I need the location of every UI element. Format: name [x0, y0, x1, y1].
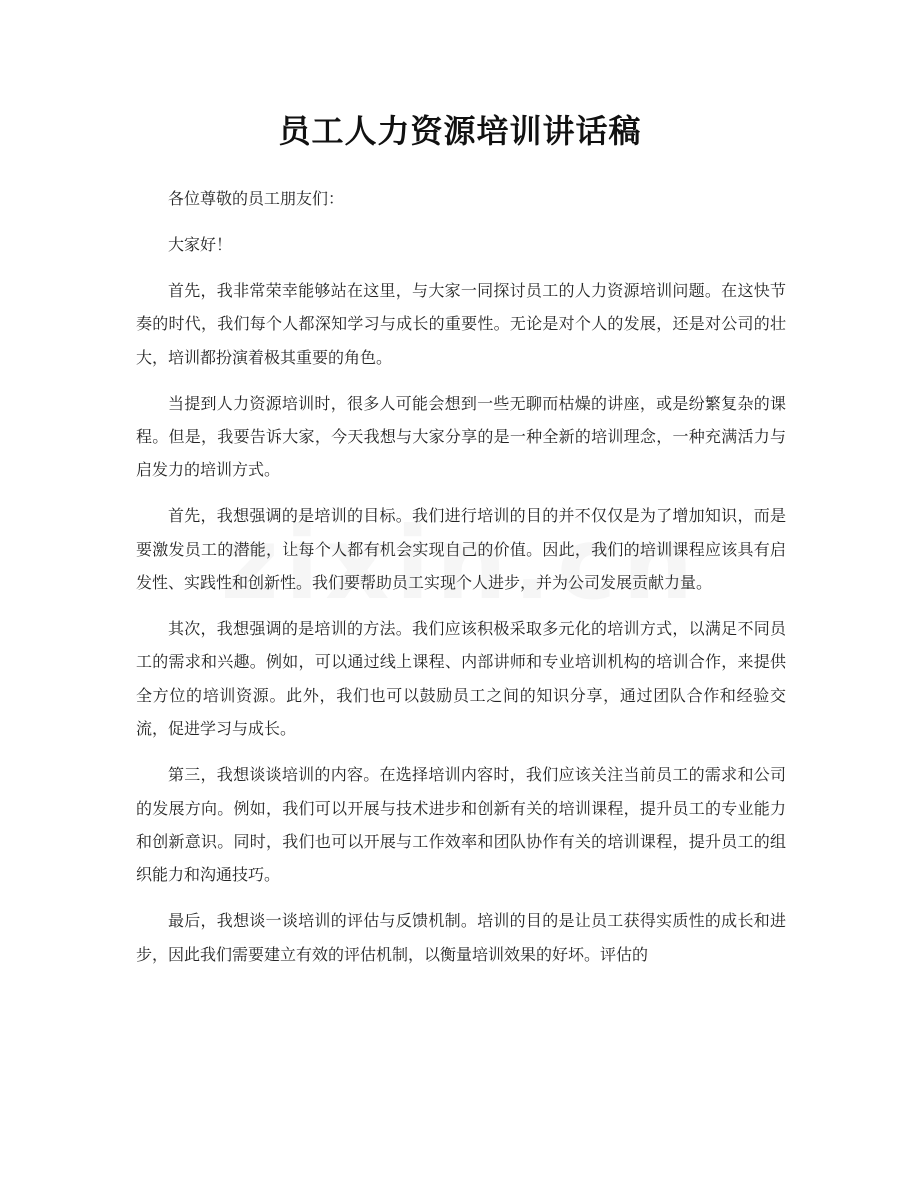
salutation-paragraph: 各位尊敬的员工朋友们： — [168, 189, 345, 208]
body-paragraph: 当提到人力资源培训时，很多人可能会想到一些无聊而枯燥的讲座，或是纷繁复杂的课程。但是，我要告诉大家，今天我想与大家分享的是一种全新的培训理念，一种充满活力与启发力的培训方式。 — [136, 393, 786, 480]
body-paragraph: 其次，我想强调的是培训的方法。我们应该积极采取多元化的培训方式，以满足不同员工的需求和兴趣。例如，可以通过线上课程、内部讲师和专业培训机构的培训合作，来提供全方位的培训资源。此外，我们也可以鼓励员工之间的知识分享，通过团队合作和经验交流，促进学习与成长。 — [136, 618, 786, 739]
greeting-paragraph: 大家好！ — [168, 234, 233, 254]
body-paragraph: 最后，我想谈一谈培训的评估与反馈机制。培训的目的是让员工获得实质性的成长和进步，因此我们需要建立有效的评估机制，以衡量培训效果的好坏。评估的 — [136, 911, 786, 964]
body-paragraph: 第三，我想谈谈培训的内容。在选择培训内容时，我们应该关注当前员工的需求和公司的发展方向。例如，我们可以开展与技术进步和创新有关的培训课程，提升员工的专业能力和创新意识。同时，我们也可以开展与工作效率和团队协作有关的培训课程，提升员工的组织能力和沟通技巧。 — [136, 765, 786, 885]
body-paragraph: 首先，我想强调的是培训的目标。我们进行培训的目的并不仅仅是为了增加知识，而是要激发员工的潜能，让每个人都有机会实现自己的价值。因此，我们的培训课程应该具有启发性、实践性和创新性。我们要帮助员工实现个人进步，并为公司发展贡献力量。 — [136, 506, 786, 593]
document-body — [136, 182, 786, 984]
body-paragraph: 首先，我非常荣幸能够站在这里，与大家一同探讨员工的人力资源培训问题。在这快节奏的时代，我们每个人都深知学习与成长的重要性。无论是对个人的发展，还是对公司的壮大，培训都扮演着极其重要的角色。 — [136, 280, 786, 367]
document-title: 员工人力资源培训讲话稿 — [278, 112, 642, 150]
